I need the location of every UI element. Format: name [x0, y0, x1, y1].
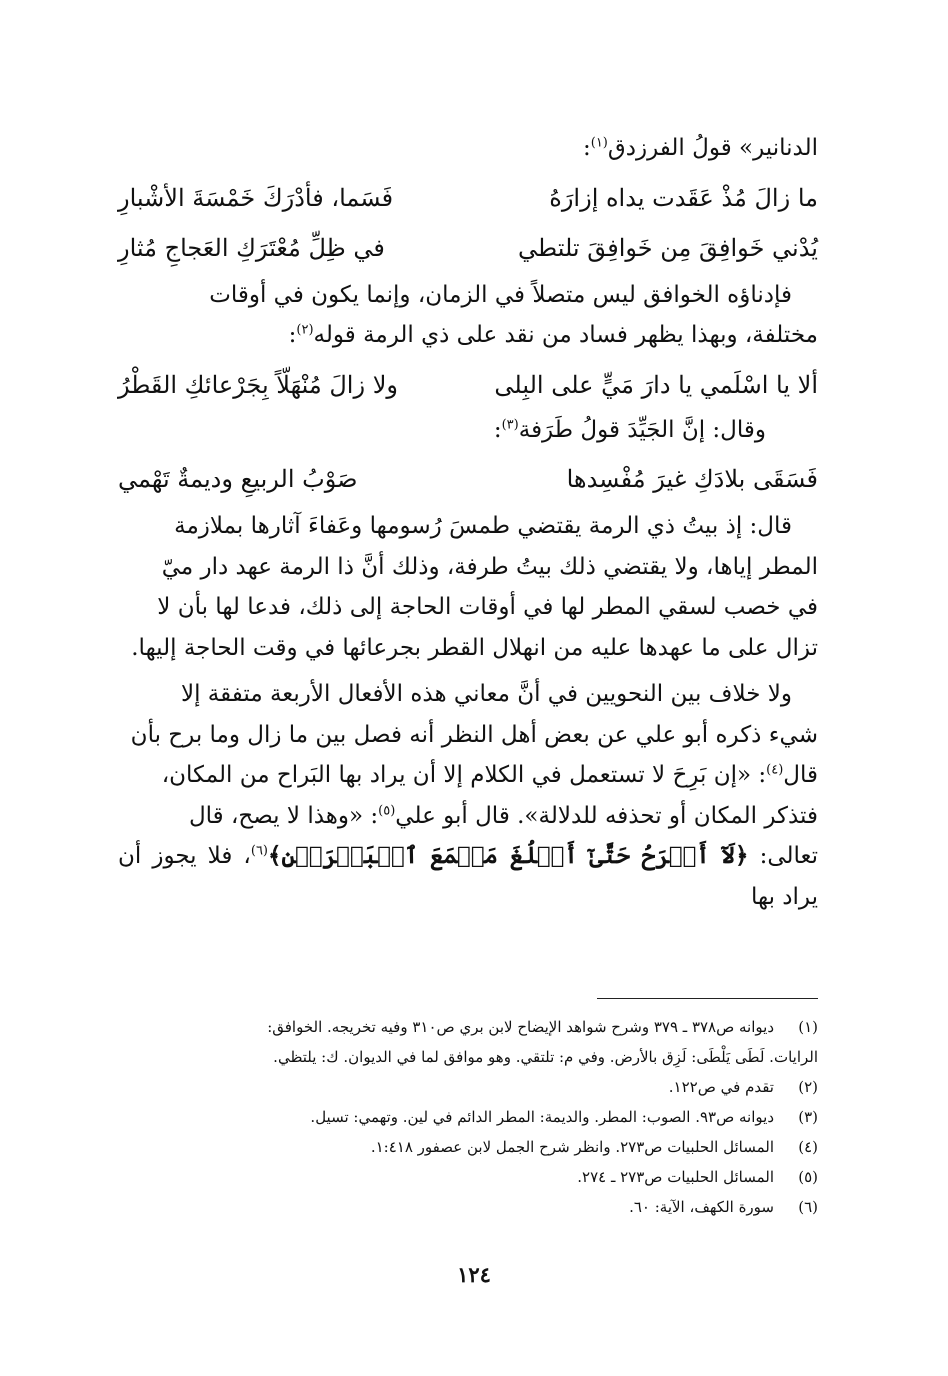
verse-second-hemistich: ولا زالَ مُنْهَلّاً بِجَرْعائكِ القَطْرُ — [118, 370, 398, 399]
verse — [118, 227, 818, 269]
footnote — [118, 1192, 818, 1222]
footnote-text: ديوانه ص٣٧٨ ـ ٣٧٩ وشرح شواهد الإيضاح لابن بري ص٣١٠ وفيه تخريجه. الخوافق: — [267, 1018, 774, 1036]
quran-verse: ﴿لَآ أَبۡرَحُ حَتَّىٰٓ أَبۡلُغَ مَجۡمَعَ ٱلۡبَحۡرَيۡنِ﴾ — [268, 842, 749, 869]
footnote-text: تقدم في ص١٢٢. — [668, 1078, 774, 1096]
footnote-text: ديوانه ص٩٣. الصوب: المطر. والديمة: المطر الدائم في لين. وتهمي: تسيل. — [310, 1108, 774, 1126]
verse — [118, 458, 818, 500]
footnote-text: سورة الكهف، الآية: ٦٠. — [629, 1198, 774, 1216]
verse-second-hemistich: في ظِلِّ مُعْتَرَكِ العَجاجِ مُثارِ — [118, 233, 385, 262]
footnote-number: (٢) — [798, 1078, 818, 1096]
verse-first-hemistich: ألا يا اسْلَمي يا دارَ مَيٍّ على البِلى — [494, 370, 818, 399]
opening-line: الدنانير» قولُ الفرزدق$^{(١)}$: — [582, 135, 818, 161]
footnote — [118, 1162, 818, 1192]
paragraph: ولا خلاف بين النحويين في أنَّ معاني هذه الأفعال الأربعة متفقة إلا شيء ذكره أبو علي عن بعض أهل النظر أنه فصل بين ما زال وما برح بأن قال$^{(٤)}$: «إن بَرِحَ لا تستعمل في الكلام إلا أن يراد بها البَراح من المكان، فتذكر المكان أو تحذفه للدلالة». قال أبو علي$^{(٥)}$: «وهذا لا يصح، قال تعالى: ﴿لَآ أَبۡرَحُ حَتَّىٰٓ أَبۡلُغَ مَجۡمَعَ ٱلۡبَحۡرَيۡنِ﴾$^{(٦)}$، فلا يجوز أن يراد بها — [118, 681, 818, 910]
page-number: ١٢٤ — [457, 1262, 491, 1287]
footnote-number: (٥) — [798, 1168, 818, 1186]
footnote-ref: (٦) — [250, 843, 268, 859]
footnote — [118, 1072, 818, 1102]
main-text — [118, 128, 818, 917]
quote-intro: وقال: إنَّ الجَيِّدَ قولُ طَرَفة$^{(٣)}$: — [493, 416, 766, 443]
footnote-number: (٣) — [798, 1108, 818, 1126]
footnote-ref: (٣) — [501, 416, 519, 432]
footnote-ref: (٤) — [766, 762, 784, 778]
footnote-ref: (٢) — [296, 322, 314, 338]
footnote-continuation — [118, 1042, 818, 1072]
footnote-separator — [597, 998, 818, 999]
verse — [118, 364, 818, 406]
footnote-ref: (٥) — [378, 802, 396, 818]
verse-second-hemistich: فَسَما، فأدْرَكَ خَمْسَةَ الأشْبارِ — [118, 183, 394, 212]
footnote-number: (٦) — [798, 1198, 818, 1216]
footnote-text: المسائل الحلبيات ص٢٧٣. وانظر شرح الجمل لابن عصفور ١:٤١٨. — [370, 1138, 774, 1156]
footnote — [118, 1102, 818, 1132]
footnote-ref: (١) — [590, 135, 608, 151]
verse-second-hemistich: صَوْبُ الربيعِ وديمةٌ تَهْمي — [118, 465, 358, 493]
verse-first-hemistich: فَسَقَى بلادَكِ غيرَ مُفْسِدها — [566, 465, 818, 493]
footnotes — [118, 1012, 818, 1222]
footnote-number: (٤) — [798, 1138, 818, 1156]
footnote-number: (١) — [798, 1018, 818, 1036]
footnote — [118, 1132, 818, 1162]
footnote-text: المسائل الحلبيات ص٢٧٣ ـ ٢٧٤. — [577, 1168, 774, 1186]
footnote-text: الرايات. لَطَى يَلْطَى: لَزِق بالأرض. وفي م: تلتقي. وهو موافق لما في الديوان. ك: يلتظي. — [273, 1048, 818, 1066]
footnote — [118, 1012, 818, 1042]
verse-first-hemistich: يُدْني خَوافِقَ مِن خَوافِقَ تلتطي — [518, 233, 818, 262]
paragraph: قال: إذ بيتُ ذي الرمة يقتضي طمسَ رُسومها وعَفاءَ آثارها بملازمة المطر إياها، ولا يقتضي ذلك بيتُ طرفة، وذلك أنَّ ذا الرمة عهد دار ميّ في خصب لسقي المطر لها في أوقات الحاجة إلى ذلك، فدعا لها بأن لا تزال على ما عهدها عليه من انهلال القطر بجرعائها في وقت الحاجة إليها. — [131, 513, 818, 661]
verse-first-hemistich: ما زالَ مُذْ عَقَدت يداه إزارَهُ — [549, 183, 818, 212]
verse — [118, 177, 818, 219]
paragraph: فإدناؤه الخوافق ليس متصلاً في الزمان، وإنما يكون في أوقات مختلفة، وبهذا يظهر فساد من نقد على ذي الرمة قوله$^{(٢)}$: — [209, 281, 818, 348]
